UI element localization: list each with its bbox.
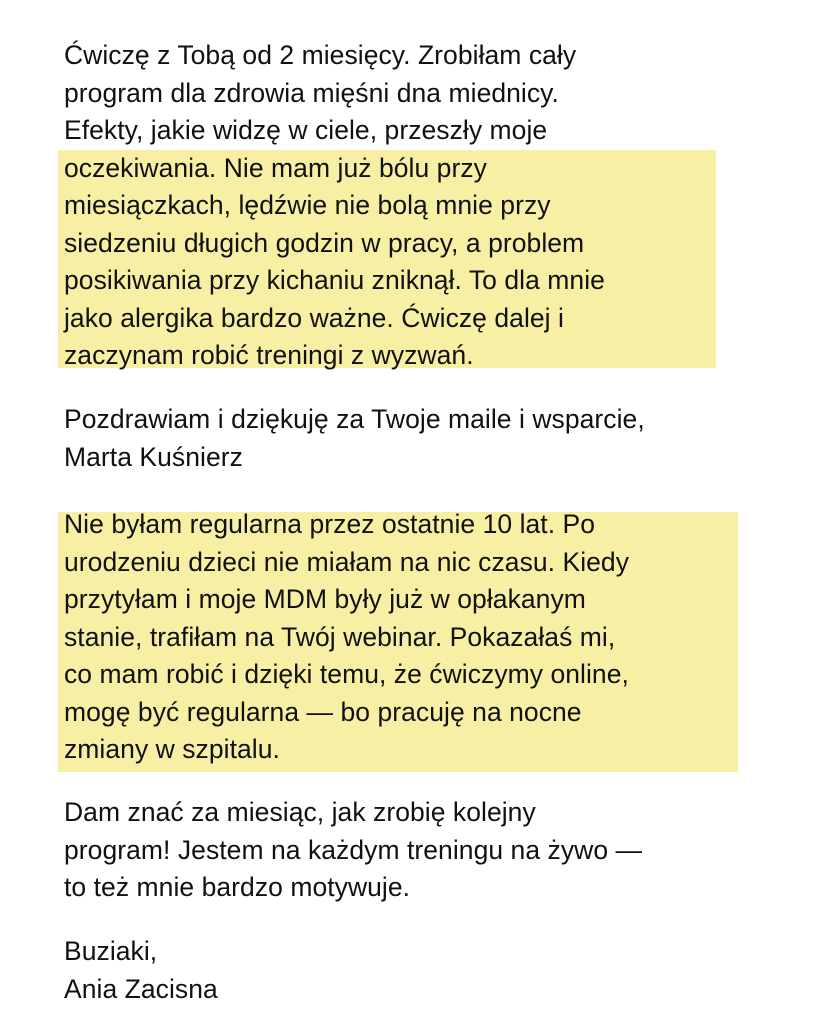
text-line: jako alergika bardzo ważne. Ćwiczę dalej i: [64, 302, 564, 333]
text-line: mogę być regularna — bo pracuję na nocne: [64, 696, 582, 727]
text-line: posikiwania przy kichaniu zniknął. To dla mnie: [64, 265, 605, 295]
text-line: urodzeniu dzieci nie miałam na nic czasu. Kiedy: [64, 546, 630, 577]
text-line: program! Jestem na każdym treningu na żywo —: [64, 834, 643, 865]
text-line: siedzeniu długich godzin w pracy, a problem: [64, 227, 585, 258]
text-line: oczekiwania. Nie mam już bólu przy: [64, 152, 487, 183]
text-line: program dla zdrowia mięśni dna miednicy.: [64, 77, 559, 108]
text-line: stanie, trafiłam na Twój webinar. Pokazałaś mi,: [64, 621, 616, 652]
text-line: co mam robić i dzięki temu, że ćwiczymy online,: [64, 659, 629, 689]
text-line: przytyłam i moje MDM były już w opłakanym: [64, 584, 586, 614]
text-line: Pozdrawiam i dziękuję za Twoje maile i wsparcie,: [64, 404, 645, 434]
paragraph-third-testimonial: [64, 794, 754, 907]
paragraph-first-signoff: [64, 401, 754, 476]
text-line: Nie byłam regularna przez ostatnie 10 lat. Po: [64, 509, 596, 539]
text-line: to też mnie bardzo motywuje.: [64, 872, 411, 902]
text-line: Efekty, jakie widzę w ciele, przeszły moje: [64, 115, 548, 145]
text-line: Dam znać za miesiąc, jak zrobię kolejny: [64, 797, 536, 827]
author-name: Ania Zacisna: [64, 973, 218, 1004]
paragraph-second-testimonial: [64, 506, 754, 769]
text-line: Buziaki,: [64, 936, 158, 966]
text-line: zaczynam robić treningi z wyzwań.: [64, 340, 474, 370]
text-line: zmiany w szpitalu.: [64, 734, 280, 764]
text-line: Ćwiczę z Tobą od 2 miesięcy. Zrobiłam cały: [64, 40, 577, 70]
paragraph-first-testimonial: [64, 37, 754, 375]
author-name: Marta Kuśnierz: [64, 441, 243, 472]
paragraph-closing-signoff: [64, 933, 754, 1008]
text-line: miesiączkach, lędźwie nie bolą mnie przy: [64, 190, 551, 220]
